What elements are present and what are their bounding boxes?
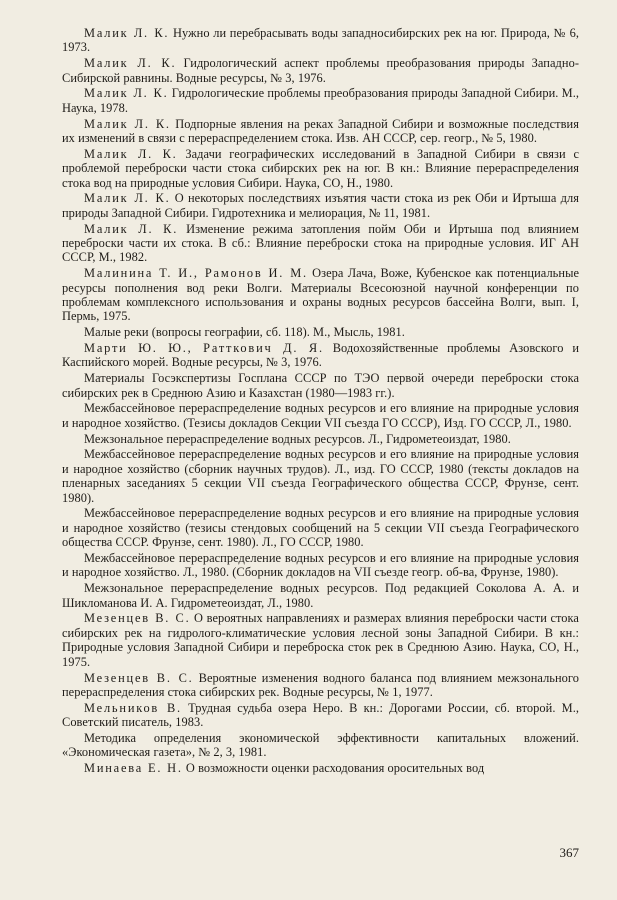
bibliography-list bbox=[62, 26, 579, 776]
entry-text: Межбассейновое перераспределение водных ресурсов и его влияние на природные условия и народное хозяйство (сборник научных трудов). Л., изд. ГО СССР, 1980 (тексты докладов на пленарных заседаниях 5 секции VII съезда Географического общества СССР, Фрунзе, сент. 1980). bbox=[62, 447, 579, 505]
bibliography-entry bbox=[62, 341, 579, 370]
bibliography-entry bbox=[62, 371, 579, 400]
entry-author: Малинина Т. И., Рамонов И. М. bbox=[84, 266, 308, 281]
entry-text: Малые реки (вопросы географии, сб. 118). М., Мысль, 1981. bbox=[84, 325, 405, 340]
bibliography-entry bbox=[62, 147, 579, 190]
bibliography-entry bbox=[62, 56, 579, 85]
entry-text: Изменение режима затопления пойм Оби и Иртыша под влиянием переброски части их стока. В сб.: Влияние переброски стока на природные условия. ИГ АН СССР, М., 1982. bbox=[62, 221, 579, 265]
entry-author: Малик Л. К. bbox=[84, 146, 178, 161]
entry-author: Малик Л. К. bbox=[84, 116, 171, 131]
bibliography-entry bbox=[62, 506, 579, 549]
bibliography-entry bbox=[62, 432, 579, 446]
entry-author: Марти Ю. Ю., Ратткович Д. Я. bbox=[84, 341, 324, 356]
bibliography-entry bbox=[62, 731, 579, 760]
bibliography-entry bbox=[62, 325, 579, 339]
bibliography-entry bbox=[62, 701, 579, 730]
entry-text: Межбассейновое перераспределение водных ресурсов и его влияние на природные условия и народное хозяйство (тезисы стендовых сообщений на 5 секции VII съезда Географического общества СССР. Фрунзе, сент. 1980). Л., ГО СССР, 1980. bbox=[62, 506, 579, 550]
bibliography-entry bbox=[62, 761, 579, 775]
entry-author: Мезенцев В. С. bbox=[84, 670, 194, 685]
entry-text: Водохозяйственные проблемы Азовского и Каспийского морей. Водные ресурсы, № 3, 1976. bbox=[62, 341, 579, 370]
bibliography-entry bbox=[62, 86, 579, 115]
entry-text: Нужно ли перебрасывать воды западносибирских рек на юг. Природа, № 6, 1973. bbox=[62, 26, 579, 55]
entry-author: Малик Л. К. bbox=[84, 56, 177, 71]
entry-text: Трудная судьба озера Неро. В кн.: Дорогами России, сб. второй. М., Советский писатель, 1983. bbox=[62, 700, 579, 730]
page-number: 367 bbox=[559, 845, 579, 860]
bibliography-entry bbox=[62, 581, 579, 610]
bibliography-entry bbox=[62, 191, 579, 220]
entry-text: Озера Лача, Воже, Кубенское как потенциальные ресурсы пополнения вод реки Волги. Материалы Всесоюзной научной конференции по проблемам комплексного использования и охраны водных ресурсов бассейна Волги, вып. I, Пермь, 1975. bbox=[62, 266, 579, 324]
entry-author: Малик Л. К. bbox=[84, 221, 179, 236]
bibliography-entry bbox=[62, 671, 579, 700]
entry-text: Межбассейновое перераспределение водных ресурсов и его влияние на природные условия и народное хозяйство. Л., 1980. (Сборник докладов на VII съезде геогр. об-ва, Фрунзе, 1980). bbox=[62, 551, 579, 580]
entry-author: Мезенцев В. С. bbox=[84, 611, 191, 626]
bibliography-entry bbox=[62, 26, 579, 55]
entry-author: Малик Л. К. bbox=[84, 191, 171, 206]
entry-text: Межзональное перераспределение водных ресурсов. Под редакцией Соколова А. А. и Шикломанова И. А. Гидрометеоиздат, Л., 1980. bbox=[62, 581, 579, 610]
entry-text: О возможности оценки расходования оросительных вод bbox=[182, 761, 485, 776]
entry-text: Материалы Госэкспертизы Госплана СССР по ТЭО первой очереди переброски стока сибирских рек в Среднюю Азию и Казахстан (1980—1983 гг.). bbox=[62, 371, 579, 400]
entry-author: Мельников В. bbox=[84, 700, 182, 715]
entry-text: Вероятные изменения водного баланса под влиянием межзонального перераспределения стока сибирских рек. Водные ресурсы, № 1, 1977. bbox=[62, 670, 579, 699]
entry-author: Минаева Е. Н. bbox=[84, 761, 183, 776]
bibliography-entry bbox=[62, 266, 579, 324]
entry-text: Методика определения экономической эффективности капитальных вложений. «Экономическая газета», № 2, 3, 1981. bbox=[62, 730, 579, 760]
entry-author: Малик Л. К. bbox=[84, 26, 170, 40]
bibliography-entry bbox=[62, 117, 579, 146]
bibliography-entry bbox=[62, 551, 579, 580]
entry-text: О вероятных направлениях и размерах влияния переброски части стока сибирских рек на гидролого-климатические условия лесной зоны Западной Сибири. В кн.: Природные условия Западной Сибири и переброска сток рек в Среднюю Азию. Наука, СО, Н., 1975. bbox=[62, 611, 579, 669]
entry-text: Гидрологические проблемы преобразования природы Западной Сибири. М., Наука, 1978. bbox=[62, 86, 579, 115]
entry-text: Межбассейновое перераспределение водных ресурсов и его влияние на природные условия и народное хозяйство. (Тезисы докладов Секции VII съезда ГО СССР), Изд. ГО СССР, Л., 1980. bbox=[62, 401, 579, 430]
bibliography-entry bbox=[62, 222, 579, 265]
entry-author: Малик Л. К. bbox=[84, 86, 169, 101]
bibliography-entry bbox=[62, 401, 579, 430]
bibliography-entry bbox=[62, 447, 579, 505]
entry-text: Гидрологический аспект проблемы преобразования природы Западно-Сибирской равнины. Водные ресурсы, № 3, 1976. bbox=[62, 56, 579, 85]
bibliography-entry bbox=[62, 611, 579, 669]
entry-text: Задачи географических исследований в Западной Сибири в связи с проблемой переброски части стока сибирских рек на юг. В кн.: Влияние перераспределения стока вод на природные условия Сибири. Наука, СО, Н., 1980. bbox=[62, 146, 579, 190]
entry-text: О некоторых последствиях изъятия части стока из рек Оби и Иртыша для природы Западной Сибири. Гидротехника и мелиорация, № 11, 1981. bbox=[62, 191, 579, 220]
entry-text: Межзональное перераспределение водных ресурсов. Л., Гидрометеоиздат, 1980. bbox=[84, 431, 511, 446]
entry-text: Подпорные явления на реках Западной Сибири и возможные последствия их изменений в связи с перераспределением стока. Изв. АН СССР, сер. геогр., № 5, 1980. bbox=[62, 116, 579, 146]
